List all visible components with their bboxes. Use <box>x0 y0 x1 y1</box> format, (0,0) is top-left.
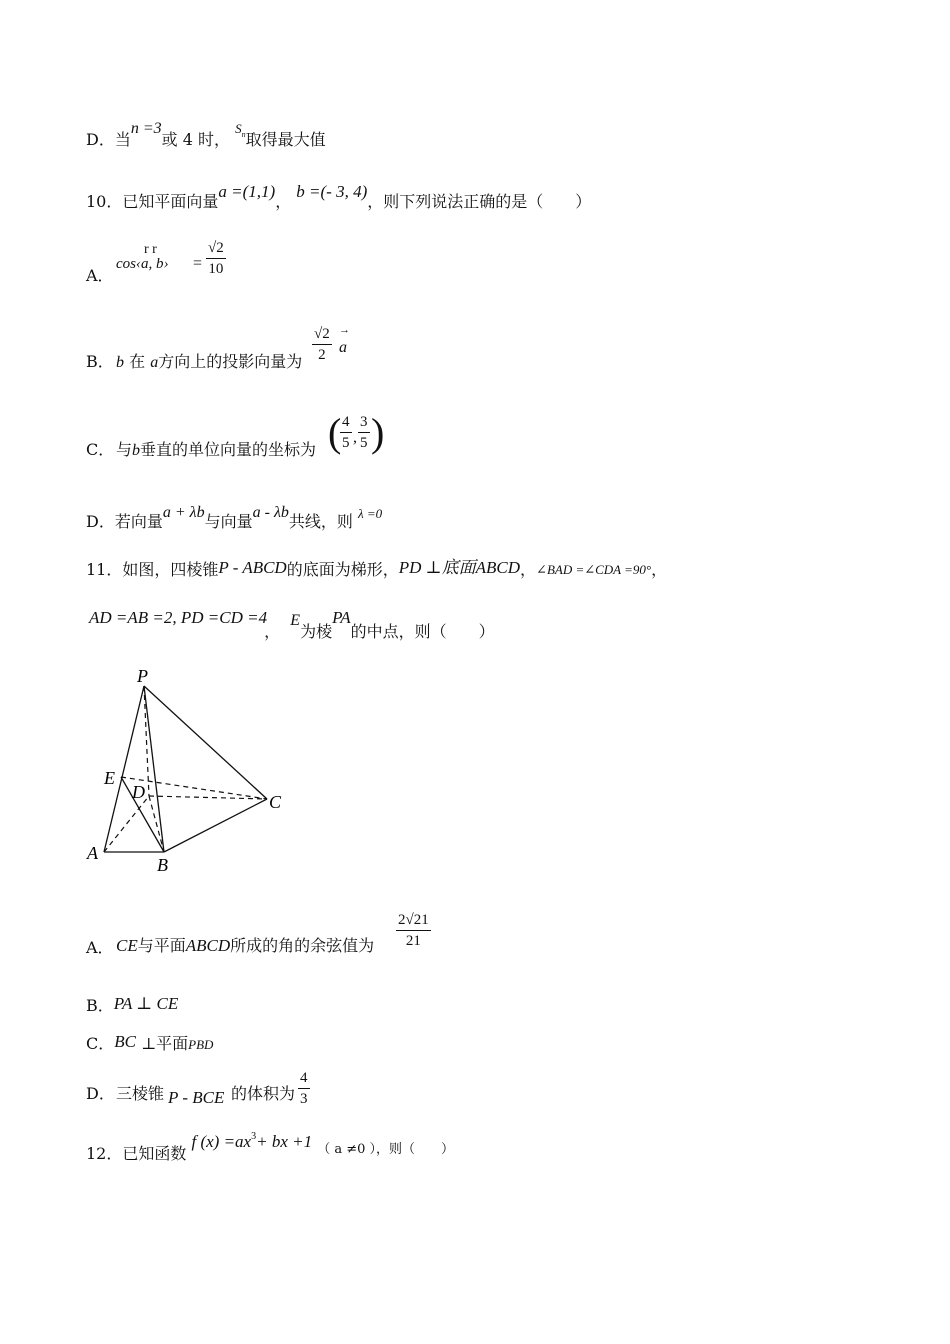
denominator: 21 <box>405 933 421 949</box>
math-vector-b: b =(- 3, 4) <box>296 182 368 201</box>
math-vector-sum: a + λb <box>162 504 205 521</box>
text: 在 <box>129 352 146 371</box>
text: 的体积为 <box>231 1084 296 1103</box>
text: ⊥平面 <box>141 1034 189 1053</box>
denominator: 3 <box>300 1091 308 1107</box>
text: 若向量 <box>114 512 163 531</box>
text: ， <box>520 560 537 579</box>
text: 取得最大值 <box>245 130 326 149</box>
option-label: C． <box>86 440 115 459</box>
option-label: A． <box>86 938 114 957</box>
text: 共线，则 <box>288 512 353 531</box>
math-cos: cos‹a, b› <box>116 256 169 272</box>
edge-db <box>149 796 164 852</box>
math-angles: ∠BAD =∠CDA =90° <box>536 562 652 577</box>
q12-stem <box>86 1131 910 1167</box>
text: 与平面 <box>137 936 186 955</box>
vertex-label-d: D <box>132 782 145 802</box>
text: 或 4 时， <box>161 130 231 149</box>
q11-option-c <box>86 1034 910 1055</box>
denominator: 5 <box>360 435 368 451</box>
math-vector-diff: a - λb <box>252 504 289 521</box>
math-a: a <box>150 354 159 371</box>
edge-pc <box>144 686 267 799</box>
option-label: B． <box>86 352 114 371</box>
question-number: 11． <box>86 560 123 579</box>
vector-arrow: → <box>339 324 350 336</box>
text: 的底面为梯形， <box>286 560 399 579</box>
math-s: S <box>235 121 242 136</box>
option-label: D． <box>86 512 115 531</box>
q11-option-d <box>86 1068 910 1112</box>
option-label: B． <box>86 996 114 1015</box>
text: ， <box>264 622 281 641</box>
paren-right: ) <box>371 410 385 455</box>
q11-option-b <box>86 996 910 1016</box>
text: 与向量 <box>204 512 253 531</box>
math-ce: CE <box>116 936 138 955</box>
math-pyramid: P - ABCD <box>218 558 287 577</box>
fraction-x <box>340 412 352 453</box>
text: 已知平面向量 <box>122 192 219 211</box>
text: 的中点，则（ ） <box>350 622 495 641</box>
text-condition: （ a ≠0 ），则（ ） <box>317 1142 454 1157</box>
numerator: 2√21 <box>396 910 431 931</box>
math-vec-a: a <box>339 339 347 356</box>
comma: , <box>353 429 357 446</box>
text: 方向上的投影向量为 <box>158 352 303 371</box>
option-label: C． <box>86 1034 115 1053</box>
text: ， <box>275 192 292 211</box>
fraction-y <box>358 412 370 453</box>
numerator: √2 <box>312 324 332 345</box>
math-pyramid: P - BCE <box>168 1088 225 1107</box>
vertex-label-p: P <box>137 666 148 686</box>
math-lambda: λ =0 <box>357 506 383 521</box>
text: 已知函数 <box>122 1144 187 1163</box>
fraction <box>396 910 431 951</box>
math-function: f (x) =ax <box>191 1132 252 1151</box>
q11-stem-line2 <box>86 608 910 643</box>
paren-left: ( <box>328 410 342 455</box>
numerator: 4 <box>340 412 352 433</box>
q11-option-a <box>86 910 910 960</box>
edge-bc <box>164 799 267 852</box>
fraction <box>298 1068 310 1109</box>
math-vector-a: a =(1,1) <box>218 182 276 201</box>
option-label: A． <box>86 266 114 285</box>
question-number: 12． <box>86 1144 123 1163</box>
edge-pb <box>144 686 164 852</box>
vector-arrows: r r <box>144 242 157 257</box>
text: 为棱 <box>300 622 333 641</box>
option-label: D． <box>86 130 115 149</box>
math-pa-perp-ce: PA ⊥ CE <box>113 994 179 1013</box>
fraction <box>312 324 332 365</box>
numerator: √2 <box>206 238 226 259</box>
text: ，则下列说法正确的是（ ） <box>367 192 592 211</box>
numerator: 3 <box>358 412 370 433</box>
question-number: 10． <box>86 192 123 211</box>
math-perp: PD ⊥底面 <box>398 558 476 577</box>
math-exponent: 3 <box>251 1131 257 1142</box>
math-pa: PA <box>332 608 351 627</box>
option-label: D． <box>86 1084 115 1103</box>
math-b: b <box>116 354 124 371</box>
math-lengths: AD =AB =2, PD =CD =4 <box>89 608 268 627</box>
denominator: 5 <box>342 435 350 451</box>
math-eq: = <box>193 255 203 272</box>
q10-option-d <box>86 504 910 533</box>
math-function-rest: + bx +1 <box>256 1132 313 1151</box>
math-bc: BC <box>114 1032 136 1051</box>
math-plane: PBD <box>188 1037 214 1052</box>
text: 三棱锥 <box>116 1084 165 1103</box>
denominator: 10 <box>208 261 224 277</box>
math-b: b <box>132 442 141 459</box>
q10-option-b <box>86 322 910 372</box>
text: 与 <box>116 440 133 459</box>
math-base: ABCD <box>475 558 521 577</box>
q9-option-d <box>86 120 910 153</box>
text: 当 <box>114 130 131 149</box>
text: 如图，四棱锥 <box>122 560 219 579</box>
vertex-label-b: B <box>157 855 168 875</box>
q10-option-c <box>86 410 910 460</box>
vertex-label-a: A <box>87 843 98 863</box>
q10-stem <box>86 182 910 212</box>
math-e: E <box>290 612 301 629</box>
numerator: 4 <box>298 1068 310 1089</box>
fraction <box>206 238 226 279</box>
math-s-sub: n <box>241 130 246 139</box>
text: ， <box>651 560 668 579</box>
math-n-eq: n =3 <box>130 120 162 137</box>
text: 所成的角的余弦值为 <box>230 936 375 955</box>
q10-option-a <box>86 240 910 290</box>
q11-stem <box>86 560 910 581</box>
math-plane: ABCD <box>185 936 231 955</box>
vertex-label-c: C <box>269 792 282 812</box>
vertex-label-e: E <box>104 768 115 788</box>
pyramid-figure <box>82 662 302 878</box>
text: 垂直的单位向量的坐标为 <box>140 440 317 459</box>
denominator: 2 <box>318 347 326 363</box>
